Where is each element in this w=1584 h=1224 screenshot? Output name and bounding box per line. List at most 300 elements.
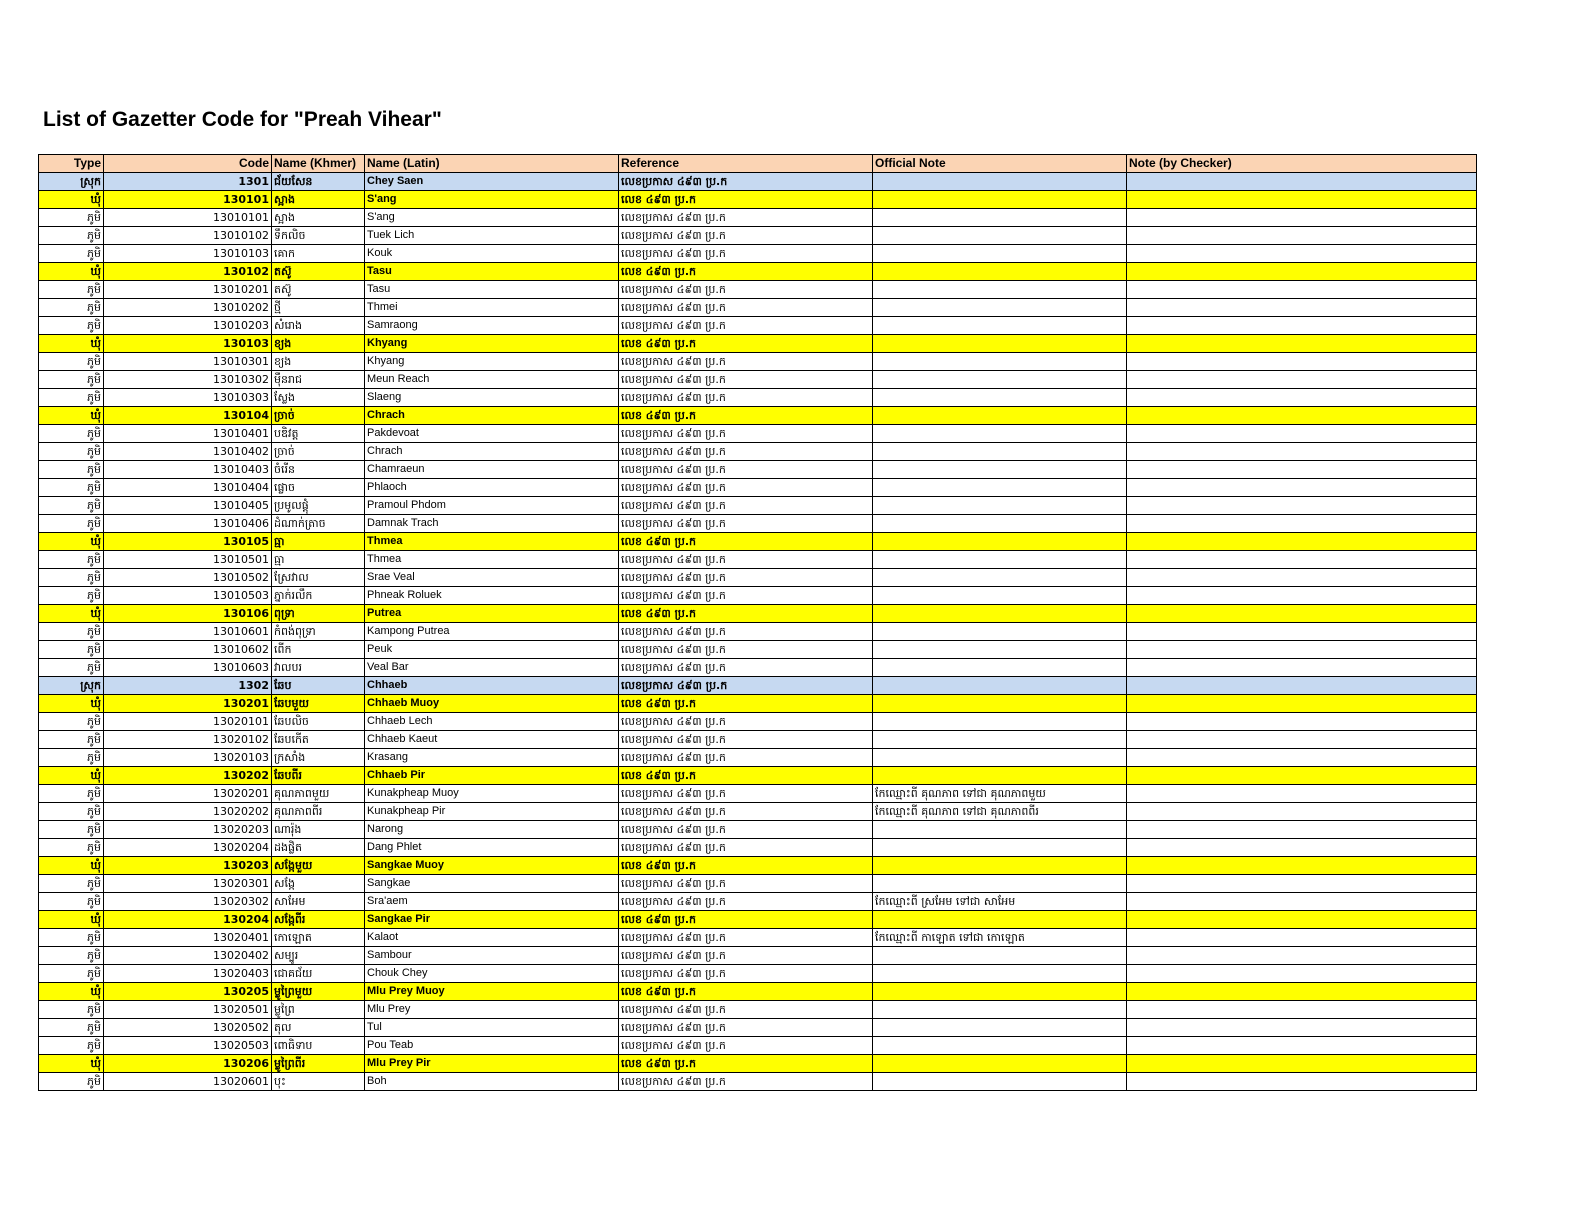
cell-checker-note [1127,461,1477,479]
cell-official-note [873,1073,1127,1091]
cell-reference: លេខប្រកាស ៤៩៣ ប្រ.ក [619,893,873,911]
cell-code: 13020401 [104,929,272,947]
cell-code: 130202 [104,767,272,785]
cell-type: ឃុំ [39,767,104,785]
cell-name-khmer: បុះ [272,1073,365,1091]
column-header-type: Type [39,155,104,173]
cell-official-note [873,335,1127,353]
cell-reference: លេខ ៤៩៣ ប្រ.ក [619,767,873,785]
table-row-village [39,371,1477,389]
cell-name-latin: Narong [365,821,619,839]
cell-code: 13010301 [104,353,272,371]
cell-code: 13020601 [104,1073,272,1091]
cell-checker-note [1127,965,1477,983]
table-row-village [39,1019,1477,1037]
cell-code: 130106 [104,605,272,623]
cell-name-latin: Sangkae Pir [365,911,619,929]
cell-reference: លេខប្រកាស ៤៩៣ ប្រ.ក [619,623,873,641]
cell-type: ភូមិ [39,281,104,299]
cell-official-note [873,443,1127,461]
table-row-village [39,641,1477,659]
cell-official-note [873,587,1127,605]
cell-name-latin: Chamraeun [365,461,619,479]
cell-name-latin: Phlaoch [365,479,619,497]
cell-name-khmer: កោឡោត [272,929,365,947]
cell-type: ភូមិ [39,803,104,821]
cell-name-khmer: តស៊ូ [272,263,365,281]
cell-official-note [873,317,1127,335]
cell-name-khmer: ខ្យង [272,353,365,371]
cell-checker-note [1127,875,1477,893]
cell-name-khmer: តស៊ូ [272,281,365,299]
cell-name-khmer: វាលបរ [272,659,365,677]
cell-code: 13010503 [104,587,272,605]
cell-name-khmer: ទឹកលិច [272,227,365,245]
cell-name-latin: Meun Reach [365,371,619,389]
cell-official-note [873,389,1127,407]
table-row-village [39,893,1477,911]
cell-checker-note [1127,407,1477,425]
cell-reference: លេខប្រកាស ៤៩៣ ប្រ.ក [619,587,873,605]
cell-type: ភូមិ [39,659,104,677]
cell-type: ភូមិ [39,227,104,245]
table-row-village [39,623,1477,641]
table-row-commune [39,605,1477,623]
cell-type: ភូមិ [39,749,104,767]
cell-name-khmer: ស្អាង [272,191,365,209]
cell-name-khmer: ម៉ឺនរាជ [272,371,365,389]
cell-name-latin: Chey Saen [365,173,619,191]
cell-name-khmer: គុណភាពមួយ [272,785,365,803]
cell-type: ភូមិ [39,515,104,533]
table-row-village [39,461,1477,479]
cell-name-latin: Kalaot [365,929,619,947]
cell-official-note [873,677,1127,695]
cell-type: ភូមិ [39,425,104,443]
table-row-village [39,353,1477,371]
header-row [39,155,1477,173]
table-row-village [39,515,1477,533]
cell-name-khmer: ម្លូព្រៃមួយ [272,983,365,1001]
cell-name-latin: Peuk [365,641,619,659]
table-row-village [39,821,1477,839]
cell-official-note [873,1055,1127,1073]
table-row-commune [39,533,1477,551]
cell-name-latin: Sra'aem [365,893,619,911]
cell-code: 13020103 [104,749,272,767]
cell-reference: លេខប្រកាស ៤៩៣ ប្រ.ក [619,569,873,587]
cell-official-note [873,569,1127,587]
cell-official-note [873,227,1127,245]
cell-name-khmer: ឆែបមួយ [272,695,365,713]
cell-name-latin: Kunakpheap Muoy [365,785,619,803]
cell-reference: លេខប្រកាស ៤៩៣ ប្រ.ក [619,479,873,497]
cell-reference: លេខប្រកាស ៤៩៣ ប្រ.ក [619,1037,873,1055]
cell-checker-note [1127,299,1477,317]
cell-official-note [873,281,1127,299]
cell-code: 13010502 [104,569,272,587]
table-row-commune [39,407,1477,425]
cell-type: ស្រុក [39,173,104,191]
table-row-village [39,227,1477,245]
cell-name-latin: Pou Teab [365,1037,619,1055]
cell-name-latin: Chhaeb Muoy [365,695,619,713]
cell-code: 13010405 [104,497,272,515]
cell-code: 130101 [104,191,272,209]
cell-official-note [873,1001,1127,1019]
cell-type: ភូមិ [39,1037,104,1055]
cell-reference: លេខប្រកាស ៤៩៣ ប្រ.ក [619,389,873,407]
cell-code: 13010302 [104,371,272,389]
cell-type: ភូមិ [39,569,104,587]
cell-reference: លេខប្រកាស ៤៩៣ ប្រ.ក [619,677,873,695]
cell-reference: លេខ ៤៩៣ ប្រ.ក [619,263,873,281]
cell-name-khmer: ពុទ្រា [272,605,365,623]
cell-checker-note [1127,623,1477,641]
cell-code: 130103 [104,335,272,353]
cell-type: ភូមិ [39,587,104,605]
cell-type: ឃុំ [39,191,104,209]
cell-official-note: កែឈ្មោះពី គុណភាព ទៅជា គុណភាពពីរ [873,803,1127,821]
cell-name-latin: Sangkae [365,875,619,893]
cell-code: 130204 [104,911,272,929]
cell-type: ភូមិ [39,731,104,749]
cell-checker-note [1127,947,1477,965]
cell-code: 130205 [104,983,272,1001]
cell-name-khmer: សង្កែពីរ [272,911,365,929]
table-row-village [39,1001,1477,1019]
cell-reference: លេខប្រកាស ៤៩៣ ប្រ.ក [619,299,873,317]
table-row-village [39,713,1477,731]
cell-checker-note [1127,227,1477,245]
cell-reference: លេខប្រកាស ៤៩៣ ប្រ.ក [619,281,873,299]
cell-name-latin: Khyang [365,353,619,371]
cell-name-latin: Dang Phlet [365,839,619,857]
table-row-village [39,731,1477,749]
cell-name-latin: Mlu Prey Pir [365,1055,619,1073]
table-row-village [39,839,1477,857]
cell-code: 13020503 [104,1037,272,1055]
cell-reference: លេខប្រកាស ៤៩៣ ប្រ.ក [619,929,873,947]
cell-name-khmer: ម្លូព្រៃពីរ [272,1055,365,1073]
cell-checker-note [1127,263,1477,281]
cell-official-note [873,1019,1127,1037]
cell-reference: លេខប្រកាស ៤៩៣ ប្រ.ក [619,227,873,245]
table-row-village [39,569,1477,587]
cell-name-latin: Tul [365,1019,619,1037]
cell-checker-note [1127,443,1477,461]
cell-code: 1301 [104,173,272,191]
table-row-district [39,677,1477,695]
cell-name-latin: Tasu [365,281,619,299]
cell-name-latin: Boh [365,1073,619,1091]
cell-name-khmer: សាអែម [272,893,365,911]
cell-reference: លេខប្រកាស ៤៩៣ ប្រ.ក [619,713,873,731]
table-row-village [39,587,1477,605]
table-row-village [39,803,1477,821]
cell-name-khmer: ភ្នាក់រលឹក [272,587,365,605]
table-row-commune [39,983,1477,1001]
cell-name-latin: Thmei [365,299,619,317]
table-row-village [39,425,1477,443]
table-row-village [39,281,1477,299]
cell-type: ភូមិ [39,353,104,371]
table-row-commune [39,695,1477,713]
cell-reference: លេខ ៤៩៣ ប្រ.ក [619,695,873,713]
cell-checker-note [1127,209,1477,227]
cell-code: 13020202 [104,803,272,821]
cell-code: 13010401 [104,425,272,443]
cell-checker-note [1127,803,1477,821]
cell-name-khmer: ច្រាច់ [272,407,365,425]
cell-code: 13020402 [104,947,272,965]
page-title: List of Gazetter Code for "Preah Vihear" [43,108,442,131]
cell-reference: លេខប្រកាស ៤៩៣ ប្រ.ក [619,515,873,533]
cell-checker-note [1127,479,1477,497]
cell-type: ឃុំ [39,263,104,281]
table-row-village [39,317,1477,335]
cell-name-latin: Putrea [365,605,619,623]
cell-reference: លេខប្រកាស ៤៩៣ ប្រ.ក [619,551,873,569]
cell-reference: លេខប្រកាស ៤៩៣ ប្រ.ក [619,1001,873,1019]
cell-checker-note [1127,389,1477,407]
cell-official-note [873,245,1127,263]
cell-checker-note [1127,587,1477,605]
cell-reference: លេខប្រកាស ៤៩៣ ប្រ.ក [619,1019,873,1037]
cell-checker-note [1127,425,1477,443]
cell-type: ភូមិ [39,299,104,317]
cell-name-latin: Sangkae Muoy [365,857,619,875]
cell-name-latin: Pramoul Phdom [365,497,619,515]
cell-reference: លេខ ៤៩៣ ប្រ.ក [619,533,873,551]
cell-checker-note [1127,857,1477,875]
cell-name-khmer: ពោធិទាប [272,1037,365,1055]
cell-type: ឃុំ [39,533,104,551]
cell-code: 13010102 [104,227,272,245]
cell-checker-note [1127,281,1477,299]
cell-checker-note [1127,1001,1477,1019]
cell-code: 130104 [104,407,272,425]
cell-type: ឃុំ [39,911,104,929]
cell-official-note [873,173,1127,191]
cell-name-khmer: ពើក [272,641,365,659]
cell-name-khmer: ឆែបពីរ [272,767,365,785]
table-row-village [39,947,1477,965]
cell-reference: លេខប្រកាស ៤៩៣ ប្រ.ក [619,731,873,749]
cell-official-note [873,695,1127,713]
cell-checker-note [1127,677,1477,695]
cell-name-latin: Thmea [365,551,619,569]
cell-type: ឃុំ [39,695,104,713]
cell-official-note [873,263,1127,281]
cell-checker-note [1127,893,1477,911]
cell-official-note [873,659,1127,677]
cell-name-khmer: ផ្លោច [272,479,365,497]
table-row-commune [39,857,1477,875]
cell-code: 13010403 [104,461,272,479]
cell-type: ភូមិ [39,461,104,479]
cell-official-note [873,965,1127,983]
table-row-village [39,875,1477,893]
cell-official-note [873,209,1127,227]
cell-official-note: កែឈ្មោះពី ស្រអែម ទៅជា សាអែម [873,893,1127,911]
cell-reference: លេខ ៤៩៣ ប្រ.ក [619,191,873,209]
cell-checker-note [1127,173,1477,191]
cell-name-khmer: សង្កែ [272,875,365,893]
cell-reference: លេខប្រកាស ៤៩៣ ប្រ.ក [619,947,873,965]
cell-code: 130201 [104,695,272,713]
cell-name-latin: Chhaeb Lech [365,713,619,731]
table-row-village [39,659,1477,677]
cell-name-khmer: សំរោង [272,317,365,335]
cell-reference: លេខប្រកាស ៤៩៣ ប្រ.ក [619,173,873,191]
cell-code: 13020201 [104,785,272,803]
cell-name-latin: Chrach [365,443,619,461]
cell-code: 13010303 [104,389,272,407]
cell-reference: លេខ ៤៩៣ ប្រ.ក [619,335,873,353]
cell-reference: លេខ ៤៩៣ ប្រ.ក [619,911,873,929]
cell-code: 13010601 [104,623,272,641]
cell-reference: លេខប្រកាស ៤៩៣ ប្រ.ក [619,659,873,677]
cell-code: 13020203 [104,821,272,839]
cell-checker-note [1127,839,1477,857]
cell-official-note [873,299,1127,317]
cell-type: ភូមិ [39,479,104,497]
cell-name-khmer: តុល [272,1019,365,1037]
cell-reference: លេខប្រកាស ៤៩៣ ប្រ.ក [619,461,873,479]
cell-code: 130206 [104,1055,272,1073]
cell-type: ភូមិ [39,821,104,839]
cell-name-latin: Tasu [365,263,619,281]
table-row-commune [39,335,1477,353]
cell-code: 13020301 [104,875,272,893]
cell-code: 13020403 [104,965,272,983]
cell-type: ភូមិ [39,1073,104,1091]
cell-official-note [873,191,1127,209]
cell-name-khmer: ណារ៉ុង [272,821,365,839]
cell-code: 13010202 [104,299,272,317]
cell-type: ភូមិ [39,497,104,515]
cell-code: 13020501 [104,1001,272,1019]
table-row-village [39,929,1477,947]
table-row-village [39,785,1477,803]
cell-name-latin: Damnak Trach [365,515,619,533]
table-row-village [39,209,1477,227]
cell-code: 13020101 [104,713,272,731]
cell-reference: លេខប្រកាស ៤៩៣ ប្រ.ក [619,875,873,893]
cell-reference: លេខប្រកាស ៤៩៣ ប្រ.ក [619,497,873,515]
cell-name-latin: Phneak Roluek [365,587,619,605]
table-row-district [39,173,1477,191]
cell-type: ភូមិ [39,443,104,461]
cell-reference: លេខប្រកាស ៤៩៣ ប្រ.ក [619,839,873,857]
cell-name-khmer: ជោគជ័យ [272,965,365,983]
cell-type: ភូមិ [39,371,104,389]
table-row-commune [39,911,1477,929]
cell-checker-note [1127,605,1477,623]
table-row-village [39,245,1477,263]
cell-reference: លេខប្រកាស ៤៩៣ ប្រ.ក [619,353,873,371]
cell-type: ភូមិ [39,785,104,803]
cell-checker-note [1127,191,1477,209]
cell-checker-note [1127,1073,1477,1091]
cell-official-note: កែឈ្មោះពី កាឡោត ទៅជា កោឡោត [873,929,1127,947]
cell-official-note [873,407,1127,425]
cell-checker-note [1127,569,1477,587]
cell-checker-note [1127,983,1477,1001]
table-row-village [39,389,1477,407]
cell-code: 130105 [104,533,272,551]
cell-type: ភូមិ [39,839,104,857]
cell-name-khmer: ម្លូព្រៃ [272,1001,365,1019]
cell-checker-note [1127,641,1477,659]
cell-name-khmer: ធ្មា [272,533,365,551]
cell-name-latin: Chhaeb [365,677,619,695]
cell-reference: លេខ ៤៩៣ ប្រ.ក [619,983,873,1001]
cell-name-latin: Kouk [365,245,619,263]
cell-name-latin: S'ang [365,191,619,209]
cell-reference: លេខប្រកាស ៤៩៣ ប្រ.ក [619,425,873,443]
cell-name-khmer: ប្រមូលផ្តុំ [272,497,365,515]
cell-reference: លេខប្រកាស ៤៩៣ ប្រ.ក [619,1073,873,1091]
cell-official-note [873,857,1127,875]
cell-name-latin: Chouk Chey [365,965,619,983]
cell-checker-note [1127,317,1477,335]
cell-official-note [873,821,1127,839]
cell-code: 13010103 [104,245,272,263]
table-row-village [39,1073,1477,1091]
column-header-name-latin: Name (Latin) [365,155,619,173]
cell-name-khmer: ក្រសាំង [272,749,365,767]
cell-official-note [873,911,1127,929]
cell-code: 130203 [104,857,272,875]
table-row-village [39,749,1477,767]
cell-name-khmer: ជ័យសែន [272,173,365,191]
cell-name-latin: Kampong Putrea [365,623,619,641]
cell-reference: លេខប្រកាស ៤៩៣ ប្រ.ក [619,821,873,839]
cell-name-khmer: ច្រាច់ [272,443,365,461]
cell-reference: លេខប្រកាស ៤៩៣ ប្រ.ក [619,317,873,335]
cell-checker-note [1127,497,1477,515]
cell-name-khmer: ដងផ្លិត [272,839,365,857]
cell-name-latin: Mlu Prey Muoy [365,983,619,1001]
cell-type: ភូមិ [39,389,104,407]
cell-code: 13010501 [104,551,272,569]
cell-reference: លេខ ៤៩៣ ប្រ.ក [619,857,873,875]
cell-official-note [873,353,1127,371]
cell-checker-note [1127,929,1477,947]
cell-name-khmer: គោក [272,245,365,263]
table-body [39,173,1477,1091]
cell-name-latin: Chhaeb Kaeut [365,731,619,749]
cell-official-note [873,767,1127,785]
cell-reference: លេខប្រកាស ៤៩៣ ប្រ.ក [619,371,873,389]
table-row-village [39,497,1477,515]
cell-code: 13010402 [104,443,272,461]
gazetteer-table [38,154,1477,1091]
column-header-reference: Reference [619,155,873,173]
cell-name-latin: Chrach [365,407,619,425]
cell-official-note [873,749,1127,767]
cell-type: ភូមិ [39,947,104,965]
cell-checker-note [1127,659,1477,677]
column-header-official-note: Official Note [873,155,1127,173]
cell-type: ភូមិ [39,1001,104,1019]
cell-code: 13010602 [104,641,272,659]
cell-reference: លេខប្រកាស ៤៩៣ ប្រ.ក [619,749,873,767]
cell-official-note [873,425,1127,443]
cell-official-note [873,623,1127,641]
